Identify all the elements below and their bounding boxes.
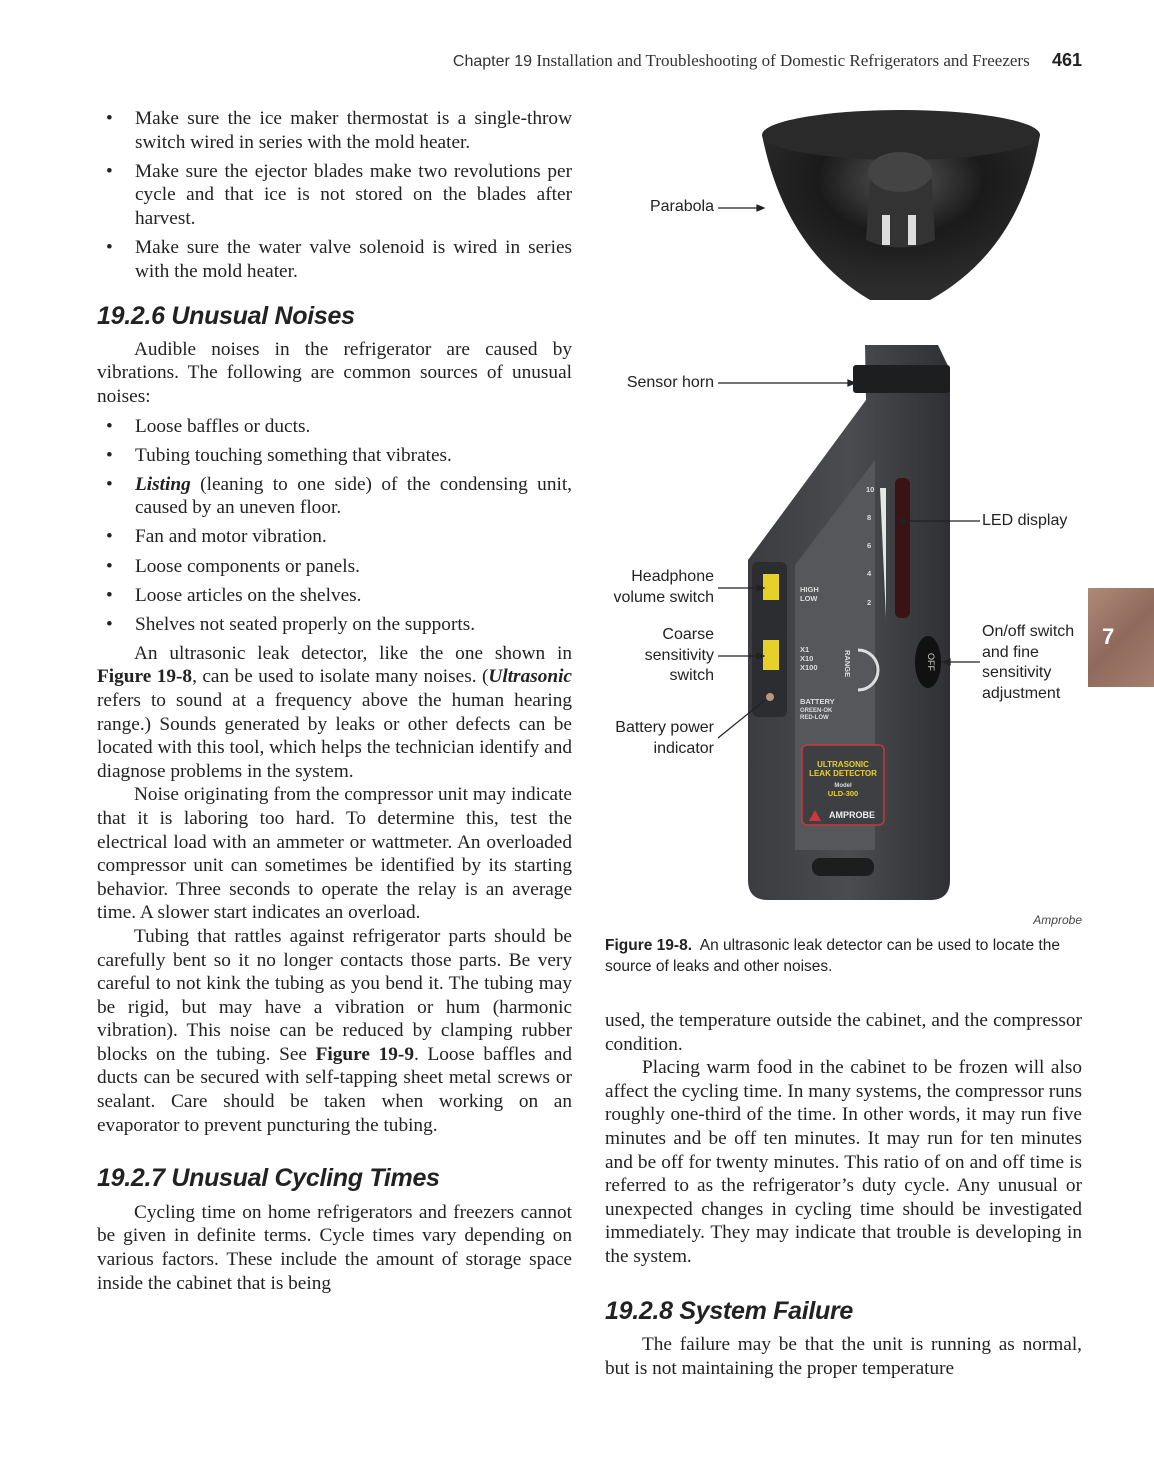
paragraph: Placing warm food in the cabinet to be frozen will also affect the cycling time. In many systems, the compressor runs roughly one-third of the time. In other words, it may run five minutes and be off ten minutes. It may run for ten minutes and be off for twenty minutes. This ratio of on and off time is referred to as the refrigerator’s duty cycle. Any unusual or unexpected changes in cycling time should be investigated immediately. They may indicate that trouble is developing in the system. xyxy=(605,1057,1082,1267)
caption-text: An ultrasonic leak detector can be used to locate the source of leaks and other noises. xyxy=(605,937,1060,975)
parabola-dish xyxy=(762,110,1040,300)
label-line: indicator xyxy=(653,739,714,757)
noise-bullets xyxy=(97,415,572,637)
x1-label: X1 xyxy=(800,645,810,654)
label-line: sensitivity xyxy=(982,664,1052,681)
label-line: volume switch xyxy=(613,588,714,606)
badge-text: LEAK DETECTOR xyxy=(809,769,877,778)
label-line: switch xyxy=(669,667,714,684)
figure-ref[interactable]: Figure 19-8 xyxy=(97,666,193,688)
off-label: OFF xyxy=(926,653,936,671)
label-headphone xyxy=(614,567,714,608)
chapter-label: Chapter 19 xyxy=(452,53,533,70)
paragraph: used, the temperature outside the cabinet, and the compressor condition. xyxy=(605,1010,1082,1055)
scale-label: 10 xyxy=(866,485,875,494)
scale-label: 6 xyxy=(867,541,872,550)
caption-number: Figure 19-8. xyxy=(605,937,692,954)
paragraph-ultrasonic xyxy=(97,642,572,784)
red-label: RED-LOW xyxy=(800,715,829,721)
label-line: Coarse xyxy=(662,626,714,643)
label-led-display: LED display xyxy=(982,512,1068,529)
page-number: 461 xyxy=(1051,50,1082,70)
label-onoff xyxy=(982,622,1074,704)
section-heading-failure: 19.2.8 System Failure xyxy=(605,1296,854,1325)
section-heading-cycling: 19.2.7 Unusual Cycling Times xyxy=(97,1164,440,1193)
figure-ref[interactable]: Figure 19-9 xyxy=(315,1043,414,1065)
text: . Loose baffles and ducts can be secured with self-tapping sheet metal screws or sealant. Care should be taken when working on an evaporator to prevent puncturing the tubing. xyxy=(97,1043,572,1136)
list-item xyxy=(97,473,572,520)
high-label: HIGH xyxy=(800,585,819,594)
x10-label: X10 xyxy=(800,654,814,663)
badge-text: ULTRASONIC xyxy=(817,760,869,769)
paragraph: The failure may be that the unit is running as normal, but is not maintaining the proper temperature xyxy=(605,1334,1082,1379)
paragraph-tubing xyxy=(97,925,572,1137)
label-line: Battery power xyxy=(615,719,714,736)
left-column xyxy=(97,107,572,1295)
list-text: (leaning to one side) of the condensing unit, caused by an uneven floor. xyxy=(135,473,572,519)
detector-body xyxy=(748,345,950,900)
text: refers to sound at a frequency above the human hearing range.) Sounds generated by leaks or other defects can be located with this tool, which helps the technician identify and diagnose problems in the system. xyxy=(97,689,572,782)
leak-detector-photo xyxy=(600,100,1100,910)
label-line: Headphone xyxy=(631,568,714,585)
list-item: • Loose baffles or ducts. xyxy=(97,415,572,439)
green-label: GREEN-OK xyxy=(800,708,833,714)
icemaker-bullets xyxy=(97,107,572,283)
label-line: sensitivity xyxy=(644,646,714,664)
label-parabola: Parabola xyxy=(649,198,714,215)
scale-label: 8 xyxy=(867,513,872,522)
section-heading-noises: 19.2.6 Unusual Noises xyxy=(97,302,355,331)
label-line: adjustment xyxy=(982,684,1061,702)
brand-text: AMPROBE xyxy=(828,810,876,820)
badge-text: ULD-300 xyxy=(827,789,859,798)
label-coarse xyxy=(645,625,714,687)
range-label: RANGE xyxy=(843,650,852,678)
chapter-title: Installation and Troubleshooting of Domestic Refrigerators and Freezers xyxy=(536,51,1030,70)
text: Tubing that rattles against refrigerator parts should be carefully bent so it no longer contacts those parts. Be very careful to not kink the tubing as you bend it. The tubing may be rigid, but may have a vibration or hum (harmonic vibration). This noise can be reduced by clamping rubber blocks on the tubing. See xyxy=(97,925,572,1065)
paragraph-compressor: Noise originating from the compressor unit may indicate that it is laboring too hard. To determine this, test the electrical load with an ammeter or wattmeter. An overloaded compressor unit can sometimes be identified by its starting behavior. Three seconds to operate the relay is an average time. A slower start indicates an overload. xyxy=(97,784,572,924)
label-line: and fine xyxy=(982,643,1039,661)
list-item: • Fan and motor vibration. xyxy=(97,525,572,549)
term-ultrasonic: Ultrasonic xyxy=(488,666,572,688)
text: , can be used to isolate many noises. ( xyxy=(192,666,489,688)
x100-label: X100 xyxy=(800,663,818,672)
list-item: • Loose components or panels. xyxy=(97,555,572,579)
scale-label: 2 xyxy=(867,598,872,607)
list-item: • Make sure the water valve solenoid is wired in series with the mold heater. xyxy=(97,236,572,283)
running-header xyxy=(453,50,1082,71)
battery-label: BATTERY xyxy=(800,697,835,706)
label-line: On/off switch xyxy=(982,623,1075,640)
right-column xyxy=(605,1009,1082,1380)
list-item: • Loose articles on the shelves. xyxy=(97,584,572,608)
scale-label: 4 xyxy=(867,569,872,578)
list-item: • Tubing touching something that vibrates. xyxy=(97,444,572,468)
badge-text: Model xyxy=(834,783,852,789)
label-sensor-horn: Sensor horn xyxy=(626,374,714,391)
list-item: • Make sure the ice maker thermostat is a single-throw switch wired in series with the mold heater. xyxy=(97,107,572,154)
list-item: • Make sure the ejector blades make two revolutions per cycle and that ice is not stored on the blades after harvest. xyxy=(97,160,572,231)
photo-credit: Amprobe xyxy=(1033,913,1082,927)
term-listing: Listing xyxy=(135,473,191,495)
low-label: LOW xyxy=(800,594,818,603)
paragraph-cycling: Cycling time on home refrigerators and freezers cannot be given in definite terms. Cycle times vary depending on various factors. These include the amount of storage space inside the cabinet that is being xyxy=(97,1201,572,1294)
label-battery xyxy=(615,718,714,759)
chapter-tab[interactable] xyxy=(1088,588,1154,687)
paragraph: Audible noises in the refrigerator are caused by vibrations. The following are common sources of unusual noises: xyxy=(97,338,572,407)
list-item: • Shelves not seated properly on the supports. xyxy=(97,613,572,637)
figure-caption xyxy=(605,935,1075,977)
text: An ultrasonic leak detector, like the one shown in xyxy=(134,642,572,664)
chapter-tab-label: 7 xyxy=(1102,624,1115,649)
